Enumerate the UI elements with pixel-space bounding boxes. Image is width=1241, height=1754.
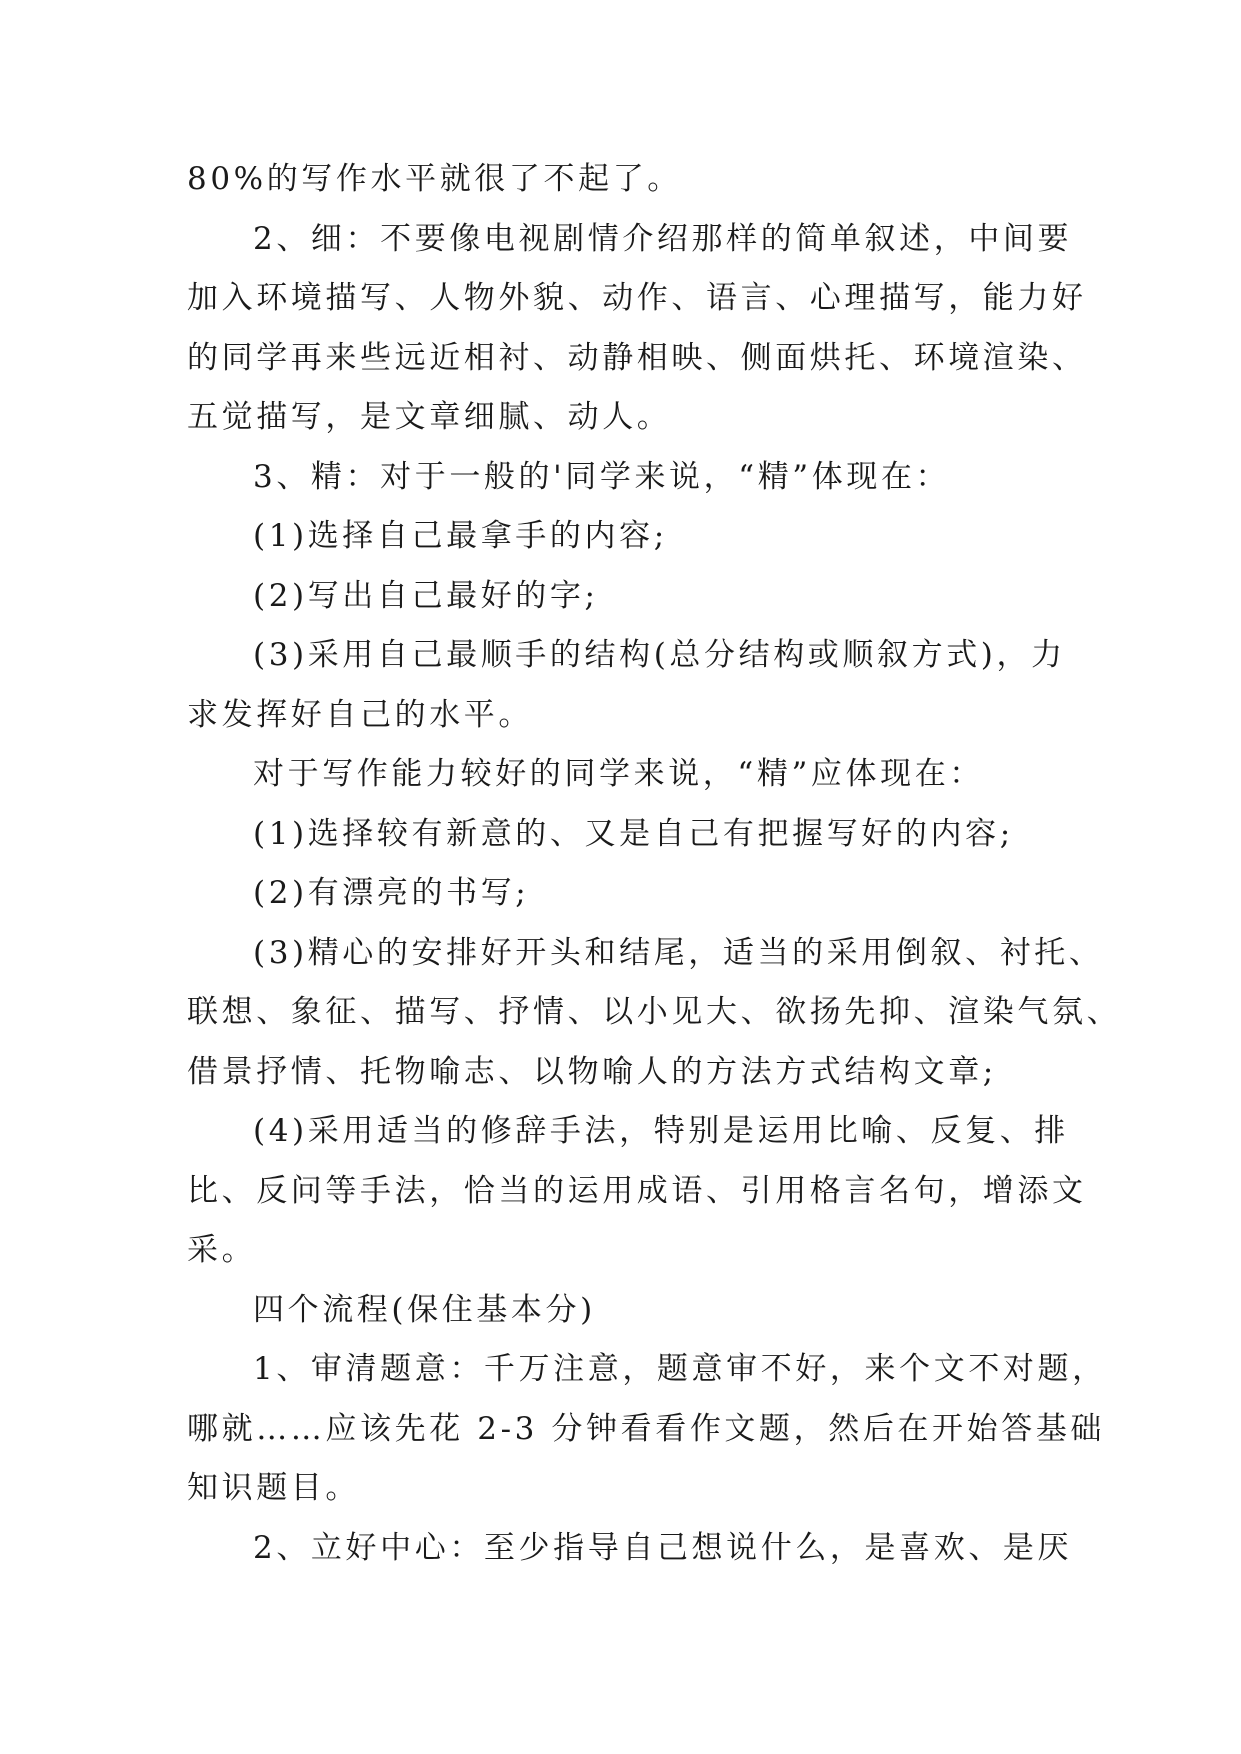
- text-line: 3、精：对于一般的'同学来说，“精”体现在：: [253, 458, 951, 495]
- text-line: 对于写作能力较好的同学来说，“精”应体现在：: [253, 756, 984, 792]
- text-line: 2、细：不要像电视剧情介绍那样的简单叙述，中间要: [253, 220, 1073, 257]
- text-line: 联想、象征、描写、抒情、以小见大、欲扬先抑、渲染气氛、: [187, 994, 1122, 1030]
- text-line: 加入环境描写、人物外貌、动作、语言、心理描写，能力好: [187, 280, 1087, 316]
- text-line: 求发挥好自己的水平。: [187, 696, 533, 733]
- text-line: (3)精心的安排好开头和结尾，适当的采用倒叙、衬托、: [253, 934, 1104, 971]
- text-line: 2、立好中心：至少指导自己想说什么，是喜欢、是厌: [253, 1529, 1073, 1566]
- text-line: (3)采用自己最顺手的结构(总分结构或顺叙方式)，力: [253, 637, 1066, 673]
- section-heading: 四个流程(保住基本分): [253, 1291, 596, 1328]
- document-body: [187, 150, 1122, 1578]
- text-line: (4)采用适当的修辞手法，特别是运用比喻、反复、排: [253, 1113, 1069, 1149]
- text-line: 借景抒情、托物喻志、以物喻人的方法方式结构文章;: [187, 1053, 997, 1090]
- text-line: (1)选择自己最拿手的内容;: [253, 518, 668, 554]
- text-line: 比、反问等手法，恰当的运用成语、引用格言名句，增添文: [187, 1172, 1087, 1209]
- text-line: 80%的写作水平就很了不起了。: [187, 161, 682, 197]
- text-line: 的同学再来些远近相衬、动静相映、侧面烘托、环境渲染、: [187, 339, 1087, 376]
- text-line: (1)选择较有新意的、又是自己有把握写好的内容;: [253, 815, 1014, 852]
- text-line: 哪就……应该先花 2-3 分钟看看作文题，然后在开始答基础: [187, 1410, 1106, 1447]
- text-line: (2)有漂亮的书写;: [253, 875, 530, 911]
- text-line: 知识题目。: [187, 1470, 360, 1506]
- text-line: 1、审清题意：千万注意，题意审不好，来个文不对题，: [253, 1351, 1107, 1387]
- text-line: 五觉描写，是文章细腻、动人。: [187, 399, 672, 435]
- text-line: 采。: [187, 1232, 257, 1268]
- text-line: (2)写出自己最好的字;: [253, 577, 599, 614]
